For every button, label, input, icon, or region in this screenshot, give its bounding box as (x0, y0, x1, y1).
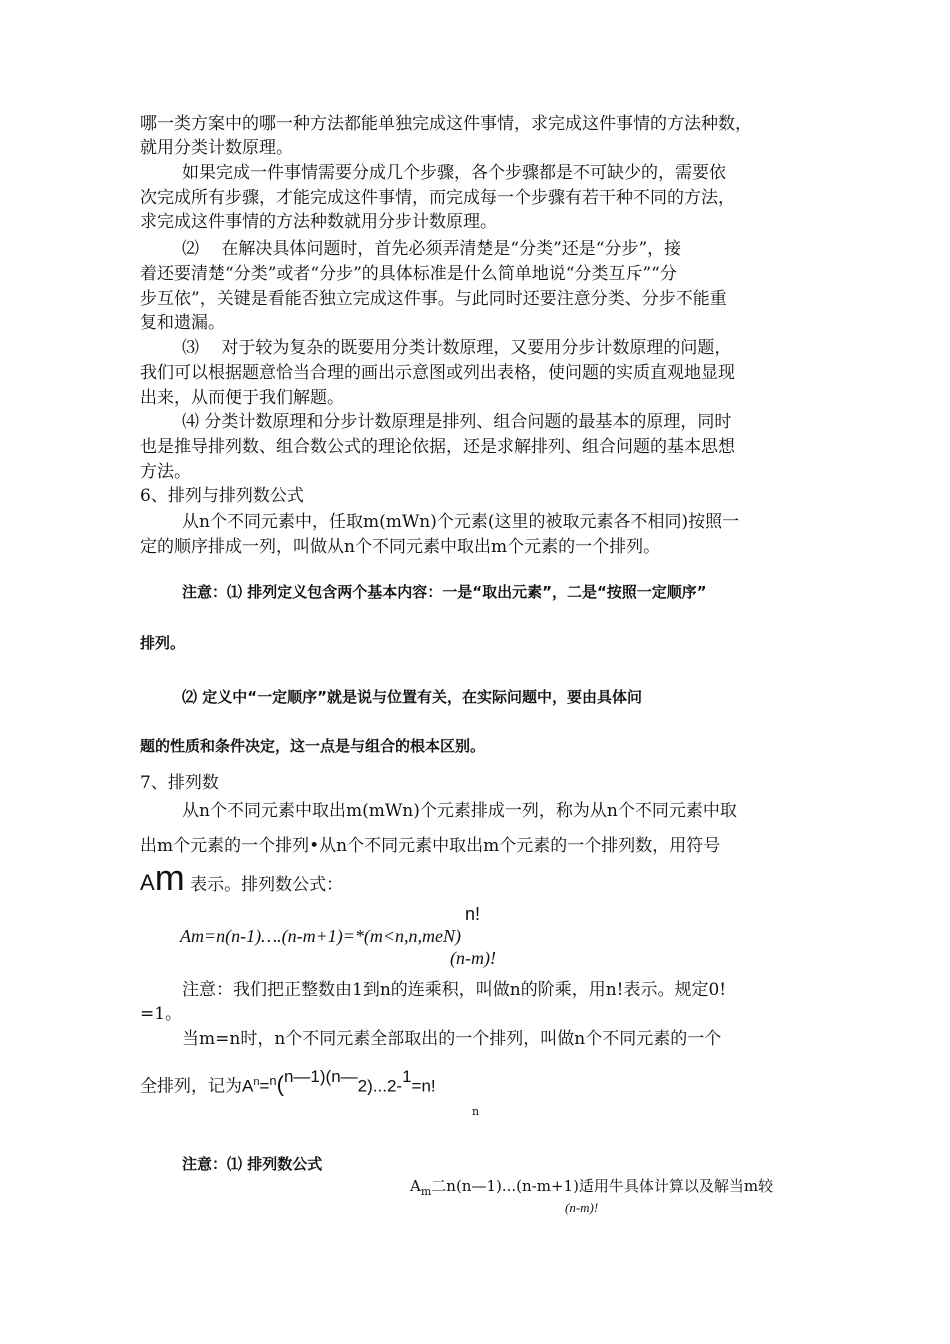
section-heading: 7、排列数 (140, 773, 219, 793)
text-line: 也是推导排列数、组合数公式的理论依据，还是求解排列、组合问题的基本思想 (140, 437, 735, 457)
text-line: 步互依”，关键是看能否独立完成这件事。与此同时还要注意分类、分步不能重 (140, 289, 727, 309)
text-span: 表示。排列数公式： (184, 875, 344, 895)
note-line: 排列。 (140, 634, 186, 652)
text-line (140, 1066, 436, 1102)
superscript: n (269, 1073, 277, 1088)
text-span: 1 (402, 1066, 412, 1086)
text-line: 从n个不同元素中取出m(mWn)个元素排成一列，称为从n个不同元素中取 (182, 801, 737, 821)
note-line: 注意：⑴ 排列定义包含两个基本内容：一是“取出元素”，二是“按照一定顺序” (182, 583, 707, 601)
text-line (140, 858, 343, 905)
formula-denominator: (n-m)! (565, 1200, 599, 1215)
symbol-a: A (242, 1076, 254, 1096)
text-span: =n! (411, 1076, 436, 1096)
text-line: ⑷ 分类计数原理和分步计数原理是排列、组合问题的最基本的原理，同时 (182, 412, 732, 432)
symbol-m: m (154, 857, 185, 898)
text-span: 二n(n—1)...(n-m+1)适用牛具体计算以及解当m较 (431, 1177, 774, 1195)
text-span: 全排列，记为 (140, 1076, 242, 1097)
text-line: 从n个不同元素中，任取m(mWn)个元素(这里的被取元素各不相同)按照一 (182, 512, 740, 532)
text-span: n—1)(n— (283, 1066, 358, 1086)
symbol-a: A (140, 870, 155, 895)
text-line: 就用分类计数原理。 (140, 138, 293, 158)
text-line: 定的顺序排成一列，叫做从n个不同元素中取出m个元素的一个排列。 (140, 537, 661, 557)
text-line: ⑶ 对于较为复杂的既要用分类计数原理，又要用分步计数原理的问题， (182, 338, 732, 358)
text-line: 出来，从而便于我们解题。 (140, 388, 344, 408)
section-heading: 6、排列与排列数公式 (140, 486, 304, 506)
text-line: 出m个元素的一个排列•从n个不同元素中取出m个元素的一个排列数，用符号 (140, 836, 721, 856)
symbol-a: A (410, 1177, 421, 1195)
text-line: 当m=n时，n个不同元素全部取出的一个排列，叫做n个不同元素的一个 (182, 1029, 722, 1049)
formula-numerator: n! (465, 904, 481, 924)
formula-main: Am=n(n-1)….(n-m+1)=*(m<n,n,meN) (180, 926, 462, 946)
text-line: 次完成所有步骤，才能完成这件事情，而完成每一个步骤有若干种不同的方法， (140, 188, 735, 208)
text-span: = (259, 1076, 270, 1096)
text-line: 哪一类方案中的哪一种方法都能单独完成这件事情，求完成这件事情的方法种数， (140, 114, 752, 134)
note-line: ⑵ 定义中“一定顺序”就是说与位置有关，在实际问题中，要由具体问 (182, 688, 642, 706)
formula-denominator: (n-m)! (450, 948, 496, 968)
text-line: 着还要清楚“分类”或者“分步”的具体标准是什么简单地说“分类互斥”“分 (140, 264, 677, 284)
text-span: ( (276, 1071, 284, 1097)
text-line: 注意：我们把正整数由1到n的连乘积，叫做n的阶乘，用n!表示。规定0! (182, 980, 727, 1000)
text-line: 求完成这件事情的方法种数就用分步计数原理。 (140, 212, 497, 232)
text-line: 如果完成一件事情需要分成几个步骤，各个步骤都是不可缺少的，需要依 (182, 163, 726, 183)
text-line: ⑵ 在解决具体问题时，首先必须弄清楚是“分类”还是“分步”，接 (182, 239, 682, 259)
text-line: 方法。 (140, 462, 191, 482)
note-line: 题的性质和条件决定，这一点是与组合的根本区别。 (140, 737, 486, 755)
text-line: 复和遗漏。 (140, 313, 225, 333)
subscript: n (472, 1105, 480, 1118)
text-line: =1。 (140, 1004, 183, 1024)
note-line: 注意：⑴ 排列数公式 (182, 1155, 323, 1173)
text-line: 我们可以根据题意恰当合理的画出示意图或列出表格，使问题的实质直观地显现 (140, 363, 735, 383)
text-span: 2)...2- (357, 1076, 403, 1096)
superscript: n (253, 1076, 260, 1088)
subscript: m (420, 1185, 432, 1198)
